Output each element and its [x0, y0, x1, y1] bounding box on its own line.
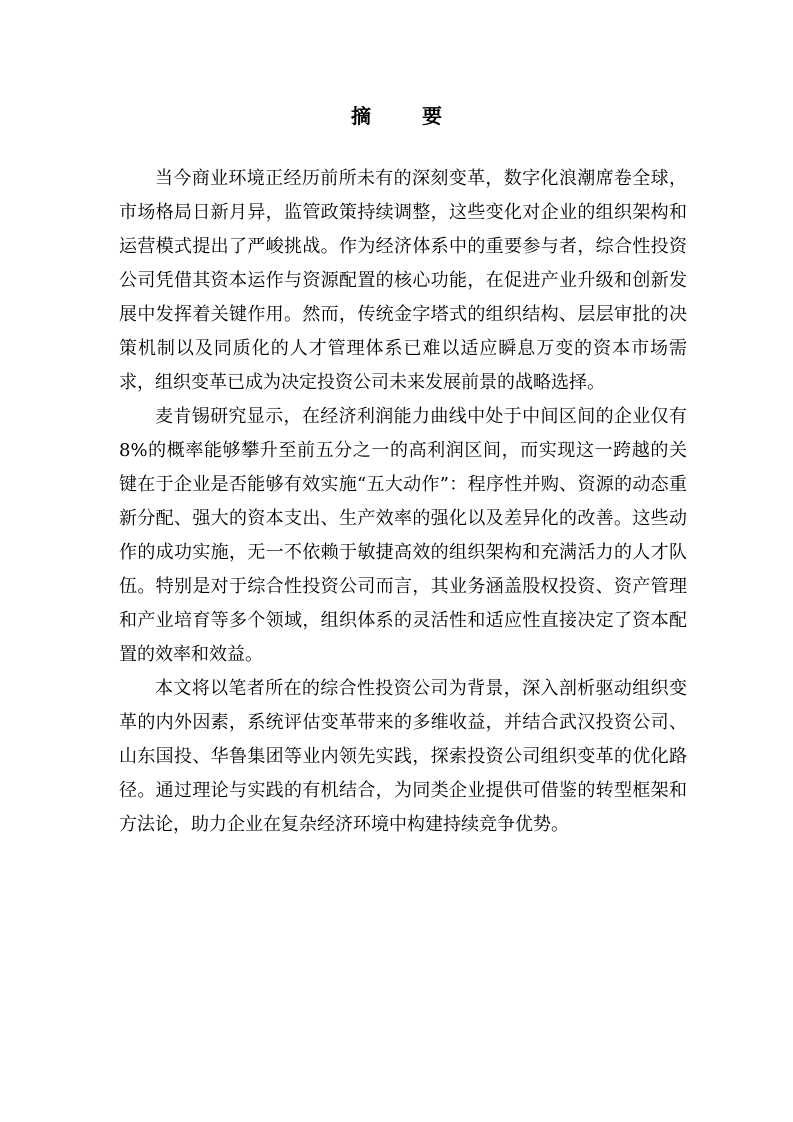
- abstract-paragraph-3: 本文将以笔者所在的综合性投资公司为背景，深入剖析驱动组织变革的内外因素，系统评估变革带来的多维收益，并结合武汉投资公司、山东国投、华鲁集团等业内领先实践，探索投资公司组织变革的优化路径。通过理论与实践的有机结合，为同类企业提供可借鉴的转型框架和方法论，助力企业在复杂经济环境中构建持续竞争优势。: [119, 678, 687, 835]
- abstract-title: 摘 要: [351, 104, 464, 128]
- abstract-paragraph-1: 当今商业环境正经历前所未有的深刻变革，数字化浪潮席卷全球，市场格局日新月异，监管政策持续调整，这些变化对企业的组织架构和运营模式提出了严峻挑战。作为经济体系中的重要参与者，综合性投资公司凭借其资本运作与资源配置的核心功能，在促进产业升级和创新发展中发挥着关键作用。然而，传统金字塔式的组织结构、层层审批的决策机制以及同质化的人才管理体系已难以适应瞬息万变的资本市场需求，组织变革已成为决定投资公司未来发展前景的战略选择。: [119, 168, 687, 393]
- abstract-paragraph-2: 麦肯锡研究显示，在经济利润能力曲线中处于中间区间的企业仅有 8%的概率能够攀升至前五分之一的高利润区间，而实现这一跨越的关键在于企业是否能够有效实施“五大动作”：程序性并购、资源的动态重新分配、强大的资本支出、生产效率的强化以及差异化的改善。这些动作的成功实施，无一不依赖于敏捷高效的组织架构和充满活力的人才队伍。特别是对于综合性投资公司而言，其业务涵盖股权投资、资产管理和产业培育等多个领域，组织体系的灵活性和适应性直接决定了资本配置的效率和效益。: [119, 406, 687, 665]
- abstract-body: [119, 162, 687, 842]
